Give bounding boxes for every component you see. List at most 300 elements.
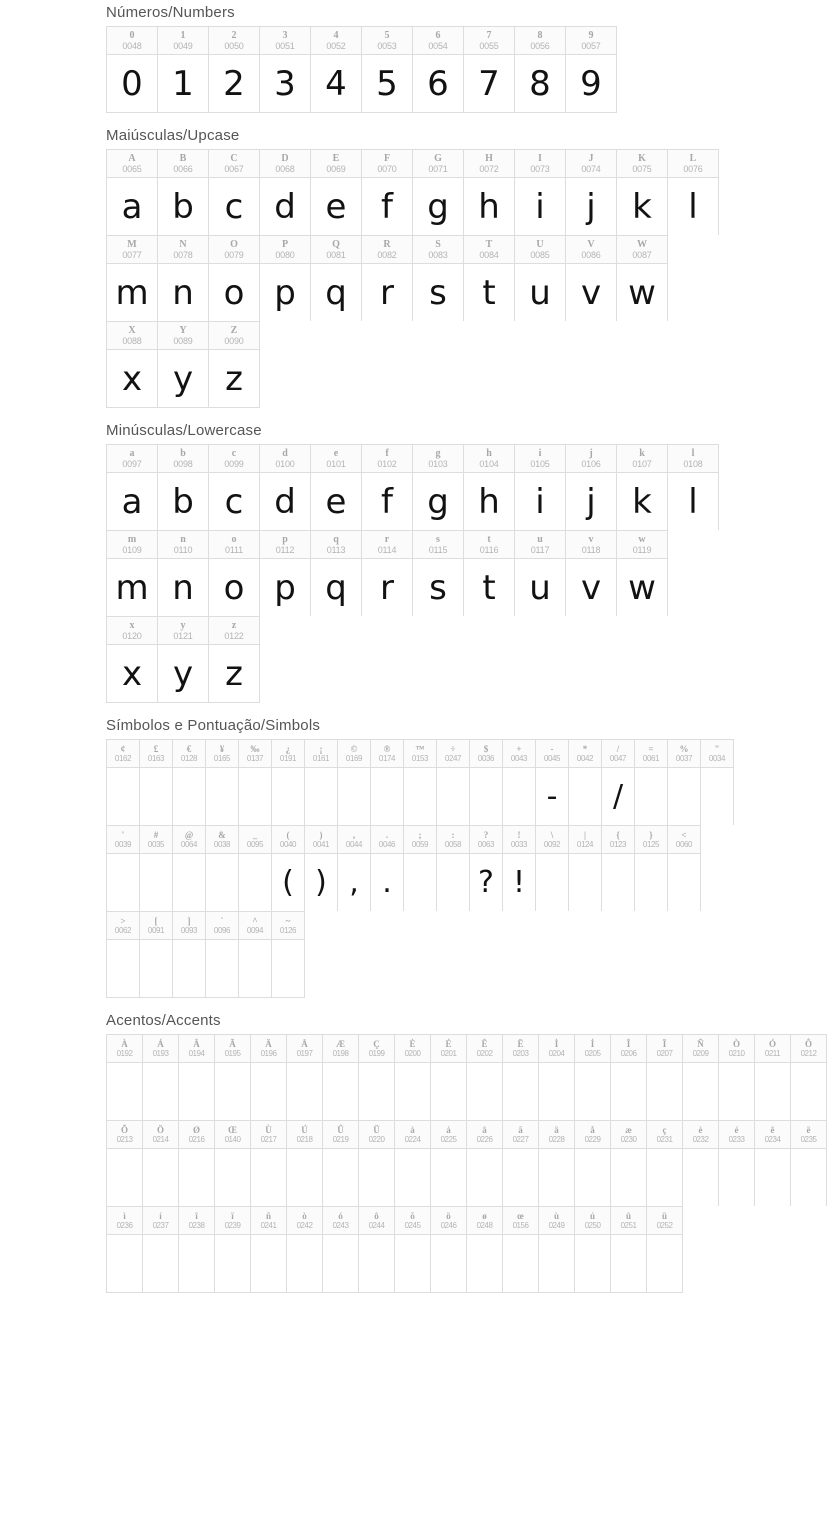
glyph-cell-header — [413, 531, 463, 559]
glyph-cell[interactable] — [215, 1207, 251, 1292]
glyph-cell[interactable] — [359, 1207, 395, 1292]
glyph-cell[interactable] — [503, 1035, 539, 1120]
glyph-char-label: È — [409, 1038, 416, 1049]
glyph-preview — [107, 940, 139, 997]
glyph-code-label: 0218 — [296, 1135, 313, 1145]
glyph-char-label: Ê — [481, 1038, 488, 1049]
glyph-cell[interactable] — [575, 1121, 611, 1206]
glyph-cell[interactable] — [647, 1207, 683, 1292]
glyph-cell-header — [503, 1121, 538, 1149]
glyph-cell[interactable] — [362, 150, 413, 235]
glyph-cell-header — [107, 740, 139, 768]
glyph-cell-header — [215, 1121, 250, 1149]
glyph-char-label: ÷ — [450, 743, 456, 754]
glyph-char-label: ã — [518, 1124, 523, 1135]
glyph-cell-header — [539, 1207, 574, 1235]
glyph-code-label: 0046 — [378, 840, 396, 850]
glyph-cell-header — [338, 740, 370, 768]
glyph-char-label: ä — [554, 1124, 559, 1135]
glyph-cell[interactable] — [668, 445, 719, 530]
glyph-cell[interactable] — [260, 150, 311, 235]
glyph-preview — [371, 768, 403, 825]
glyph-cell-header — [437, 826, 469, 854]
glyph-cell[interactable] — [575, 1035, 611, 1120]
glyph-cell[interactable] — [719, 1035, 755, 1120]
glyph-preview: z — [225, 653, 243, 694]
glyph-code-label: 0245 — [404, 1221, 421, 1231]
glyph-cell[interactable] — [107, 322, 158, 407]
glyph-code-label: 0110 — [173, 544, 193, 555]
glyph-cell[interactable] — [158, 445, 209, 530]
glyph-cell[interactable] — [371, 826, 404, 911]
glyph-cell[interactable] — [683, 1121, 719, 1206]
glyph-char-label: M — [127, 238, 137, 250]
glyph-char-label: Æ — [336, 1038, 345, 1049]
glyph-cell[interactable] — [209, 236, 260, 321]
glyph-char-label: Ã — [229, 1038, 236, 1049]
glyph-cell[interactable] — [179, 1035, 215, 1120]
glyph-cell[interactable] — [158, 236, 209, 321]
glyph-char-label: P — [281, 238, 289, 250]
glyph-preview — [206, 940, 238, 997]
glyph-cell[interactable] — [362, 531, 413, 616]
glyph-cell[interactable] — [158, 531, 209, 616]
glyph-cell[interactable] — [179, 1121, 215, 1206]
glyph-code-label: 0057 — [581, 40, 601, 51]
glyph-cell[interactable] — [566, 27, 617, 112]
glyph-cell-header — [362, 150, 412, 178]
glyph-cell[interactable] — [338, 740, 371, 825]
glyph-cell[interactable] — [467, 1121, 503, 1206]
glyph-cell[interactable] — [260, 531, 311, 616]
glyph-cell[interactable] — [215, 1035, 251, 1120]
glyph-cell[interactable] — [323, 1207, 359, 1292]
glyph-code-label: 0112 — [275, 544, 295, 555]
glyph-preview — [611, 1149, 646, 1206]
glyph-preview — [107, 1063, 142, 1120]
glyph-char-label: ' — [121, 829, 125, 840]
glyph-code-label: 0209 — [692, 1049, 709, 1059]
glyph-preview — [359, 1235, 394, 1292]
glyph-cell[interactable] — [437, 740, 470, 825]
glyph-cell[interactable] — [515, 27, 566, 112]
glyph-preview — [755, 1063, 790, 1120]
glyph-preview: w — [628, 272, 656, 313]
glyph-char-label: ^ — [252, 915, 258, 926]
glyph-cell[interactable] — [539, 1035, 575, 1120]
glyph-cell[interactable] — [395, 1121, 431, 1206]
glyph-cell[interactable] — [413, 531, 464, 616]
glyph-cell-header — [413, 150, 463, 178]
glyph-cell[interactable] — [143, 1207, 179, 1292]
glyph-cell[interactable] — [260, 445, 311, 530]
glyph-code-label: 0072 — [479, 163, 499, 174]
glyph-cell[interactable] — [173, 740, 206, 825]
glyph-cell-header — [467, 1121, 502, 1149]
glyph-cell[interactable] — [209, 531, 260, 616]
glyph-cell[interactable] — [143, 1121, 179, 1206]
glyph-char-label: = — [648, 743, 654, 754]
glyph-char-label: Ç — [373, 1038, 380, 1049]
glyph-char-label: | — [584, 829, 586, 840]
glyph-cell[interactable] — [311, 236, 362, 321]
glyph-cell[interactable] — [362, 27, 413, 112]
glyph-cell[interactable] — [362, 445, 413, 530]
glyph-char-label: - — [550, 743, 554, 754]
glyph-code-label: 0213 — [116, 1135, 133, 1145]
glyph-cell[interactable] — [470, 740, 503, 825]
glyph-cell[interactable] — [617, 445, 668, 530]
glyph-cell[interactable] — [209, 445, 260, 530]
glyph-preview — [602, 854, 634, 911]
glyph-cell[interactable] — [107, 740, 140, 825]
glyph-char-label: J — [588, 152, 594, 164]
glyph-cell[interactable] — [107, 826, 140, 911]
glyph-cell[interactable] — [239, 740, 272, 825]
glyph-cell[interactable] — [158, 322, 209, 407]
glyph-cell[interactable] — [215, 1121, 251, 1206]
glyph-code-label: 0234 — [764, 1135, 781, 1145]
glyph-cell[interactable] — [437, 826, 470, 911]
glyph-char-label: o — [231, 533, 237, 545]
glyph-cell-header — [470, 826, 502, 854]
glyph-preview — [107, 1149, 142, 1206]
glyph-preview: r — [380, 567, 394, 608]
glyph-preview: 0 — [121, 63, 143, 104]
glyph-cell[interactable] — [515, 236, 566, 321]
glyph-cell[interactable] — [287, 1207, 323, 1292]
glyph-cell[interactable] — [701, 740, 734, 825]
glyph-cell-header — [635, 826, 667, 854]
glyph-char-label: ( — [286, 829, 290, 840]
glyph-preview — [206, 854, 238, 911]
glyph-cell[interactable] — [272, 912, 305, 997]
glyph-preview — [503, 1149, 538, 1206]
glyph-char-label: Ú — [301, 1124, 308, 1135]
glyph-cell-header — [158, 322, 208, 350]
glyph-cell[interactable] — [566, 236, 617, 321]
glyph-char-label: ù — [553, 1210, 559, 1221]
glyph-preview: i — [535, 186, 545, 227]
glyph-cell[interactable] — [140, 826, 173, 911]
glyph-cell-header — [239, 826, 271, 854]
glyph-char-label: R — [383, 238, 391, 250]
glyph-cell[interactable] — [140, 740, 173, 825]
glyph-char-label: Ö — [156, 1124, 164, 1135]
glyph-cell[interactable] — [107, 1121, 143, 1206]
glyph-cell[interactable] — [107, 1207, 143, 1292]
glyph-cell[interactable] — [173, 826, 206, 911]
glyph-cell[interactable] — [470, 826, 503, 911]
glyph-row — [106, 1120, 827, 1206]
glyph-cell[interactable] — [617, 531, 668, 616]
glyph-cell[interactable] — [602, 826, 635, 911]
glyph-cell[interactable] — [413, 445, 464, 530]
glyph-cell[interactable] — [647, 1121, 683, 1206]
glyph-preview — [359, 1149, 394, 1206]
glyph-cell[interactable] — [395, 1207, 431, 1292]
glyph-char-label: ¡ — [319, 743, 323, 754]
glyph-preview: o — [223, 567, 245, 608]
glyph-char-label: £ — [153, 743, 159, 754]
glyph-cell[interactable] — [515, 531, 566, 616]
glyph-cell-header — [395, 1121, 430, 1149]
glyph-cell[interactable] — [539, 1207, 575, 1292]
glyph-cell-header — [569, 826, 601, 854]
glyph-cell[interactable] — [683, 1035, 719, 1120]
glyph-cell[interactable] — [755, 1121, 791, 1206]
glyph-cell-header — [251, 1207, 286, 1235]
glyph-cell[interactable] — [371, 740, 404, 825]
glyph-cell[interactable] — [206, 912, 239, 997]
glyph-char-label: L — [689, 152, 697, 164]
glyph-section-symbols — [0, 703, 800, 998]
glyph-cell[interactable] — [395, 1035, 431, 1120]
glyph-cell[interactable] — [323, 1121, 359, 1206]
glyph-cell-header — [404, 740, 436, 768]
glyph-cell[interactable] — [719, 1121, 755, 1206]
glyph-cell[interactable] — [209, 150, 260, 235]
glyph-cell[interactable] — [413, 27, 464, 112]
glyph-cell[interactable] — [260, 236, 311, 321]
glyph-cell[interactable] — [515, 445, 566, 530]
glyph-cell[interactable] — [209, 617, 260, 702]
section-title: Maiúsculas/Upcase — [106, 127, 240, 144]
glyph-cell[interactable] — [635, 826, 668, 911]
glyph-code-label: 0109 — [122, 544, 142, 555]
glyph-cell[interactable] — [413, 236, 464, 321]
glyph-cell[interactable] — [311, 27, 362, 112]
glyph-cell[interactable] — [464, 236, 515, 321]
glyph-char-label: % — [679, 743, 689, 754]
glyph-cell[interactable] — [107, 236, 158, 321]
glyph-cell[interactable] — [209, 322, 260, 407]
glyph-cell[interactable] — [611, 1207, 647, 1292]
glyph-cell[interactable] — [668, 826, 701, 911]
glyph-cell[interactable] — [503, 740, 536, 825]
glyph-code-label: 0039 — [114, 840, 132, 850]
glyph-cell[interactable] — [173, 912, 206, 997]
glyph-cell[interactable] — [569, 826, 602, 911]
glyph-preview — [179, 1235, 214, 1292]
glyph-cell[interactable] — [569, 740, 602, 825]
glyph-cell-header — [287, 1121, 322, 1149]
glyph-preview: 8 — [529, 63, 551, 104]
glyph-preview — [683, 1149, 718, 1206]
glyph-cell[interactable] — [464, 445, 515, 530]
glyph-cell[interactable] — [251, 1035, 287, 1120]
glyph-cell[interactable] — [251, 1207, 287, 1292]
glyph-code-label: 0036 — [477, 754, 495, 764]
glyph-cell[interactable] — [467, 1035, 503, 1120]
glyph-cell[interactable] — [287, 1035, 323, 1120]
glyph-cell[interactable] — [107, 912, 140, 997]
glyph-cell[interactable] — [647, 1035, 683, 1120]
glyph-cell[interactable] — [338, 826, 371, 911]
glyph-cell[interactable] — [431, 1207, 467, 1292]
glyph-preview: q — [325, 272, 347, 313]
glyph-code-label: 0137 — [246, 754, 264, 764]
glyph-preview — [668, 768, 700, 825]
glyph-cell[interactable] — [602, 740, 635, 825]
glyph-cell[interactable] — [311, 150, 362, 235]
glyph-row — [106, 235, 668, 321]
glyph-cell[interactable] — [311, 531, 362, 616]
glyph-preview — [536, 854, 568, 911]
glyph-cell-header — [260, 27, 310, 55]
glyph-cell[interactable] — [107, 531, 158, 616]
glyph-preview — [467, 1235, 502, 1292]
glyph-cell[interactable] — [239, 912, 272, 997]
glyph-cell[interactable] — [206, 740, 239, 825]
glyph-cell[interactable] — [323, 1035, 359, 1120]
glyph-code-label: 0058 — [444, 840, 462, 850]
glyph-cell[interactable] — [404, 826, 437, 911]
glyph-cell[interactable] — [305, 740, 338, 825]
glyph-cell-header — [647, 1207, 682, 1235]
glyph-cell[interactable] — [668, 150, 719, 235]
glyph-cell[interactable] — [359, 1121, 395, 1206]
glyph-code-label: 0226 — [476, 1135, 493, 1145]
glyph-cell[interactable] — [575, 1207, 611, 1292]
glyph-cell-header — [359, 1035, 394, 1063]
glyph-cell[interactable] — [515, 150, 566, 235]
glyph-cell-header — [311, 445, 361, 473]
glyph-cell[interactable] — [311, 445, 362, 530]
glyph-cell[interactable] — [107, 617, 158, 702]
glyph-cell[interactable] — [617, 150, 668, 235]
glyph-cell[interactable] — [791, 1121, 827, 1206]
glyph-cell[interactable] — [158, 27, 209, 112]
glyph-cell[interactable] — [158, 617, 209, 702]
glyph-preview — [539, 1063, 574, 1120]
glyph-cell-header — [209, 531, 259, 559]
glyph-cell[interactable] — [791, 1035, 827, 1120]
glyph-cell[interactable] — [635, 740, 668, 825]
glyph-cell[interactable] — [431, 1121, 467, 1206]
glyph-cell[interactable] — [107, 445, 158, 530]
glyph-code-label: 0214 — [152, 1135, 169, 1145]
glyph-char-label: m — [127, 533, 137, 545]
glyph-cell[interactable] — [239, 826, 272, 911]
glyph-char-label: / — [616, 743, 620, 754]
glyph-char-label: * — [582, 743, 588, 754]
glyph-cell[interactable] — [536, 740, 569, 825]
glyph-code-label: 0107 — [632, 458, 652, 469]
glyph-char-label: ; — [418, 829, 422, 840]
glyph-cell[interactable] — [140, 912, 173, 997]
glyph-preview — [503, 1235, 538, 1292]
glyph-code-label: 0087 — [632, 249, 652, 260]
glyph-cell[interactable] — [755, 1035, 791, 1120]
glyph-cell-header — [179, 1121, 214, 1149]
glyph-cell[interactable] — [464, 27, 515, 112]
glyph-char-label: , — [352, 829, 356, 840]
glyph-code-label: 0153 — [411, 754, 429, 764]
glyph-preview — [287, 1063, 322, 1120]
glyph-cell[interactable] — [107, 150, 158, 235]
glyph-code-label: 0203 — [512, 1049, 529, 1059]
glyph-char-label: U — [536, 238, 544, 250]
glyph-cell[interactable] — [362, 236, 413, 321]
glyph-cell[interactable] — [503, 826, 536, 911]
glyph-cell[interactable] — [617, 236, 668, 321]
glyph-char-label: c — [231, 447, 237, 459]
glyph-preview — [287, 1149, 322, 1206]
glyph-cell[interactable] — [413, 150, 464, 235]
glyph-cell[interactable] — [272, 826, 305, 911]
glyph-cell[interactable] — [107, 1035, 143, 1120]
glyph-cell[interactable] — [431, 1035, 467, 1120]
glyph-cell[interactable] — [107, 27, 158, 112]
glyph-code-label: 0033 — [510, 840, 528, 850]
glyph-cell[interactable] — [272, 740, 305, 825]
glyph-cell[interactable] — [251, 1121, 287, 1206]
glyph-preview — [503, 768, 535, 825]
glyph-cell[interactable] — [260, 27, 311, 112]
glyph-char-label: 4 — [333, 29, 339, 41]
glyph-cell[interactable] — [287, 1121, 323, 1206]
glyph-preview — [287, 1235, 322, 1292]
glyph-char-label: T — [485, 238, 493, 250]
glyph-cell[interactable] — [464, 150, 515, 235]
glyph-preview: d — [274, 481, 296, 522]
glyph-cell[interactable] — [179, 1207, 215, 1292]
glyph-cell[interactable] — [668, 740, 701, 825]
glyph-code-label: 0251 — [620, 1221, 637, 1231]
glyph-char-label: \ — [550, 829, 554, 840]
glyph-char-label: Û — [337, 1124, 344, 1135]
glyph-code-label: 0061 — [642, 754, 660, 764]
glyph-cell-header — [260, 150, 310, 178]
glyph-code-label: 0086 — [581, 249, 601, 260]
glyph-cell[interactable] — [503, 1121, 539, 1206]
glyph-cell[interactable] — [503, 1207, 539, 1292]
glyph-cell[interactable] — [464, 531, 515, 616]
glyph-cell-header — [791, 1035, 826, 1063]
glyph-code-label: 0068 — [275, 163, 295, 174]
glyph-cell[interactable] — [206, 826, 239, 911]
glyph-cell[interactable] — [539, 1121, 575, 1206]
glyph-preview — [107, 1235, 142, 1292]
glyph-char-label: N — [179, 238, 187, 250]
glyph-cell-header — [272, 912, 304, 940]
glyph-row — [106, 149, 719, 235]
glyph-cell[interactable] — [566, 445, 617, 530]
glyph-code-label: 0048 — [122, 40, 142, 51]
glyph-cell[interactable] — [467, 1207, 503, 1292]
glyph-cell[interactable] — [611, 1035, 647, 1120]
glyph-char-label: € — [186, 743, 192, 754]
glyph-cell[interactable] — [611, 1121, 647, 1206]
glyph-code-label: 0105 — [530, 458, 550, 469]
glyph-cell[interactable] — [305, 826, 338, 911]
glyph-cell[interactable] — [566, 531, 617, 616]
glyph-code-label: 0079 — [224, 249, 244, 260]
glyph-code-label: 0193 — [152, 1049, 169, 1059]
glyph-cell[interactable] — [359, 1035, 395, 1120]
glyph-cell[interactable] — [404, 740, 437, 825]
glyph-cell[interactable] — [536, 826, 569, 911]
glyph-cell[interactable] — [158, 150, 209, 235]
glyph-cell[interactable] — [143, 1035, 179, 1120]
glyph-preview — [143, 1235, 178, 1292]
glyph-preview — [575, 1149, 610, 1206]
glyph-cell[interactable] — [566, 150, 617, 235]
glyph-char-label: Z — [230, 324, 238, 336]
glyph-cell[interactable] — [209, 27, 260, 112]
glyph-char-label: Ô — [804, 1038, 812, 1049]
